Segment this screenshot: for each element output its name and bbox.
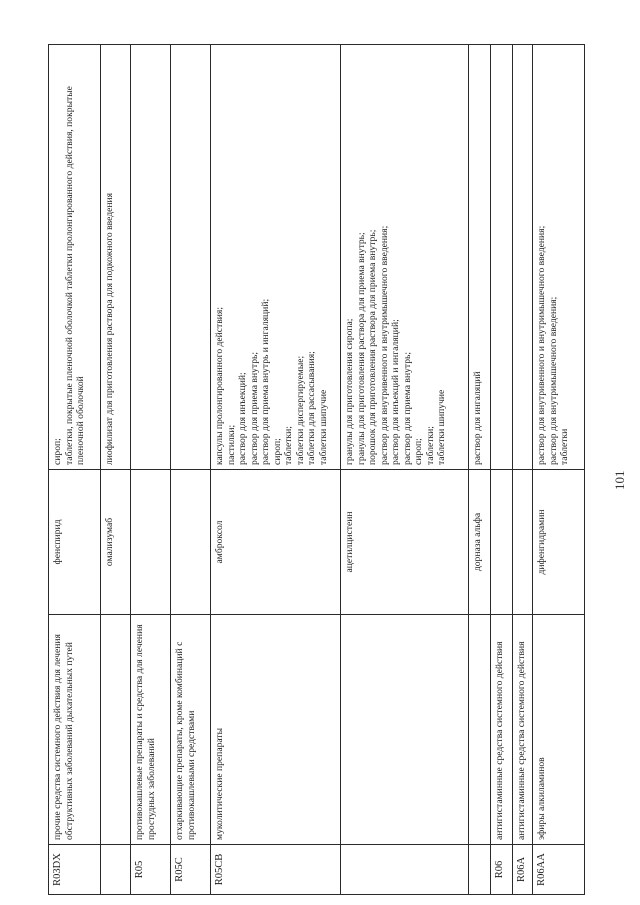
table-row [533, 45, 585, 895]
atc-code-cell: R05CB [211, 845, 341, 895]
atc-code-cell [469, 845, 491, 895]
dosage-form-line: раствор для приема внутрь; [401, 351, 413, 465]
group-name-cell: прочие средства системного действия для лечения обструктивных заболеваний дыхательных путей [49, 615, 101, 845]
table-row [513, 45, 533, 895]
dosage-forms-cell [469, 45, 491, 470]
dosage-forms-cell [341, 45, 469, 470]
dosage-form-line: таблетки для рассасывания; [306, 351, 317, 465]
table-row [491, 45, 513, 895]
dosage-form-line: лиофилизат для приготовления раствора для подкожного введения [104, 192, 115, 465]
group-name-cell [101, 615, 131, 845]
table-row [341, 45, 469, 895]
atc-code-cell [101, 845, 131, 895]
group-name-cell [341, 615, 469, 845]
table-row [131, 45, 171, 895]
dosage-forms-cell [101, 45, 131, 470]
drug-name-cell: омализумаб [101, 470, 131, 615]
dosage-form-line: таблетки; [283, 426, 294, 465]
atc-code-cell: R06 [491, 845, 513, 895]
dosage-form-line: гранулы для приготовления раствора для приема внутрь; [355, 232, 367, 465]
drug-name-cell: амброксол [211, 470, 341, 615]
atc-code-cell [341, 845, 469, 895]
table-row [49, 45, 101, 895]
atc-code-cell: R06AA [533, 845, 585, 895]
group-name-cell: антигистаминные средства системного действия [513, 615, 533, 845]
dosage-form-line: раствор для приема внутрь; [248, 351, 260, 465]
drug-name-cell: ацетилцистеин [341, 470, 469, 615]
dosage-form-line: пастилки; [225, 424, 237, 465]
dosage-form-line: раствор для внутримышечного введения; [547, 296, 559, 465]
dosage-form-line: таблетки, покрытые пленочной оболочкой таблетки пролонгированного действия, покрытые пленочной оболочкой [63, 86, 86, 465]
table-row [469, 45, 491, 895]
group-name-cell: противокашлевые препараты и средства для лечения простудных заболеваний [131, 615, 171, 845]
dosage-form-line: таблетки [559, 428, 570, 465]
dosage-forms-cell [131, 45, 171, 470]
dosage-form-line: капсулы пролонгированного действия; [214, 307, 225, 465]
dosage-form-line: раствор для внутривенного и внутримышечного введения; [536, 225, 547, 465]
dosage-form-line: сироп; [413, 438, 424, 465]
drug-registry-table [48, 44, 585, 895]
dosage-form-line: раствор для приема внутрь и ингаляций; [260, 298, 271, 465]
atc-code-cell: R05C [171, 845, 211, 895]
dosage-forms-cell [533, 45, 585, 470]
dosage-form-line: порошок для приготовления раствора для приема внутрь; [367, 229, 378, 465]
dosage-forms-cell [513, 45, 533, 470]
dosage-forms-cell [491, 45, 513, 470]
dosage-form-line: таблетки шипучие [436, 389, 447, 465]
group-name-cell: антигистаминные средства системного действия [491, 615, 513, 845]
dosage-form-line: раствор для внутривенного и внутримышечного введения; [378, 225, 390, 465]
dosage-form-line: раствор для инъекций; [237, 372, 248, 465]
page-number: 101 [612, 470, 627, 490]
dosage-form-line: таблетки диспергируемые; [294, 355, 306, 465]
table-row [171, 45, 211, 895]
dosage-form-line: таблетки; [424, 426, 436, 465]
dosage-forms-cell [49, 45, 101, 470]
dosage-forms-cell [171, 45, 211, 470]
dosage-form-line: гранулы для приготовления сиропа; [344, 318, 355, 465]
drug-name-cell [513, 470, 533, 615]
atc-code-cell: R03DX [49, 845, 101, 895]
drug-name-cell: фенспирид [49, 470, 101, 615]
table-row [211, 45, 341, 895]
dosage-form-line: сироп; [52, 438, 63, 465]
dosage-forms-cell [211, 45, 341, 470]
dosage-form-line: таблетки шипучие [317, 389, 329, 465]
dosage-form-line: раствор для ингаляций [472, 371, 483, 465]
drug-name-cell: дифенгидрамин [533, 470, 585, 615]
drug-name-cell [171, 470, 211, 615]
drug-name-cell [491, 470, 513, 615]
atc-code-cell: R05 [131, 845, 171, 895]
dosage-form-line: раствор для инъекций и ингаляций; [390, 319, 401, 465]
drug-name-cell [131, 470, 171, 615]
group-name-cell: эфиры алкиламинов [533, 615, 585, 845]
dosage-form-line: сироп; [271, 438, 283, 465]
atc-code-cell: R06A [513, 845, 533, 895]
group-name-cell: муколитические препараты [211, 615, 341, 845]
table-body [49, 45, 585, 895]
table-row [101, 45, 131, 895]
group-name-cell: отхаркивающие препараты, кроме комбинаций с противокашлевыми средствами [171, 615, 211, 845]
group-name-cell [469, 615, 491, 845]
drug-name-cell: дорназа альфа [469, 470, 491, 615]
